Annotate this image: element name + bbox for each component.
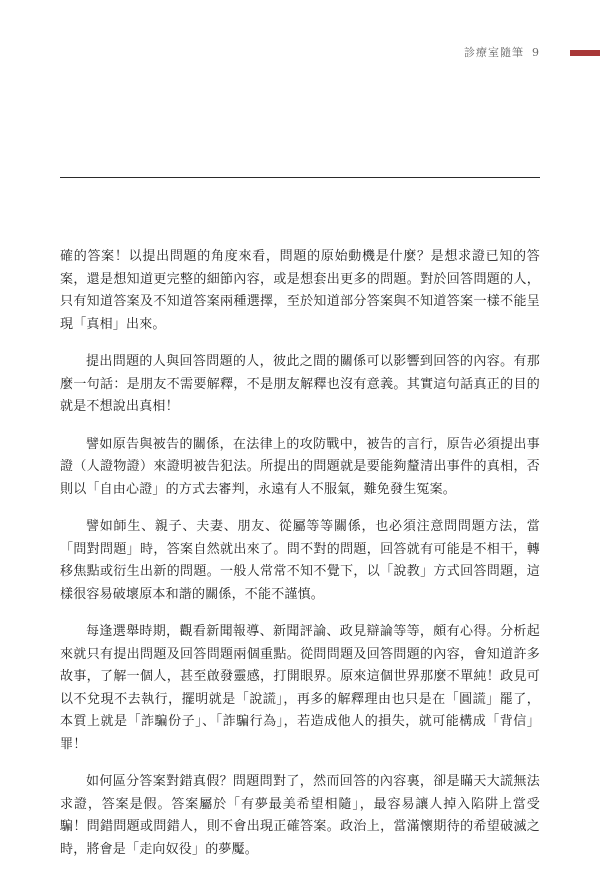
accent-bar	[570, 50, 600, 56]
body-text	[60, 246, 540, 876]
paragraph-6: 如何區分答案對錯真假？問題問對了，然而回答的內容裏，卻是瞞天大謊無法求證，答案是假。答案屬於「有夢最美希望相隨」，最容易讓人掉入陷阱上當受騙！問錯問題或問錯人，則不會出現正確答案。政治上，當滿懷期待的希望破滅之時，將會是「走向奴役」的夢魘。	[60, 774, 540, 857]
paragraph-2: 提出問題的人與回答問題的人，彼此之間的關係可以影響到回答的內容。有那麼一句話：是朋友不需要解釋，不是朋友解釋也沒有意義。其實這句話真正的目的就是不想說出真相！	[60, 354, 540, 414]
header-rule	[60, 177, 540, 178]
paragraph-1: 確的答案！以提出問題的角度來看，問題的原始動機是什麼？是想求證已知的答案，還是想知道更完整的細節內容，或是想套出更多的問題。對於回答問題的人，只有知道答案及不知道答案兩種選擇，至於知道部分答案與不知道答案一樣不能呈現「真相」出來。	[60, 249, 540, 332]
paragraph-5: 每逢選舉時期，觀看新聞報導、新聞評論、政見辯論等等，頗有心得。分析起來就只有提出問題及回答問題兩個重點。從問問題及回答問題的內容，會知道許多故事，了解一個人，甚至啟發靈感，打開眼界。原來這個世界那麼不單純！政見可以不兌現不去執行，擺明就是「說謊」，再多的解釋理由也只是在「圓謊」罷了，本質上就是「詐騙份子」、「詐騙行為」，若造成他人的損失，就可能構成「背信」罪！	[60, 624, 540, 752]
book-title: 診療室隨筆	[464, 46, 524, 59]
paragraph-4: 譬如師生、親子、夫妻、朋友、從屬等等關係，也必須注意問問題方法，當「問對問題」時，答案自然就出來了。問不對的問題，回答就有可能是不相干，轉移焦點或衍生出新的問題。一般人常常不知不覺下，以「說教」方式回答問題，這樣很容易破壞原本和諧的關係，不能不謹慎。	[60, 519, 540, 602]
page-number: 9	[532, 45, 540, 59]
running-header	[464, 44, 540, 60]
paragraph-3: 譬如原告與被告的關係，在法律上的攻防戰中，被告的言行，原告必須提出事證（人證物證）來證明被告犯法。所提出的問題就是要能夠釐清出事件的真相，否則以「自由心證」的方式去審判，永遠有人不服氣，難免發生冤案。	[60, 436, 540, 497]
